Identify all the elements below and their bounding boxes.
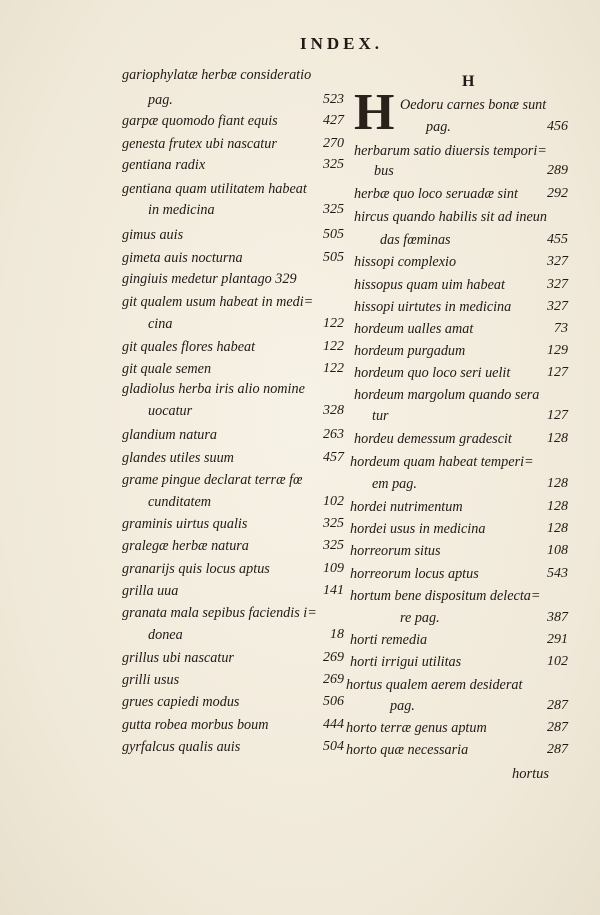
catchword: hortus (512, 766, 550, 782)
page-header: INDEX. (300, 34, 384, 53)
index-page: INDEX. H H gariophylatæ herbæ consideratio pag. 523 garpæ quomodo fiant equis 427 genesta frutex ubi nascatur 270 gentiana radix 325 gentiana quam utilitatem habeat in medicina 325 gimus auis 505 gimeta auis nocturna 505 gingiuis medetur plantago 329 git qualem usum habeat in medi= cina 122 git quales flores habeat 122 git quale semen 122 gladiolus herba iris alio nomine uocatur 328 glandium natura 263 glandes utiles suum 457 grame pingue declarat terræ fœ cunditatem 102 graminis uirtus qualis 325 gralegæ herbæ natura 325 granarijs quis locus aptus 109 grilla uua 141 granata mala sepibus faciendis i= donea 18 grillus ubi nascatur 269 grilli usus 269 grues capiedi modus 506 gutta robea morbus boum 444 gyrfalcus qualis auis 504 Oedoru carnes bonæ sunt pag. 456 herbarum satio diuersis tempori= bus 289 herbæ quo loco seruadæ sint 292 hircus quando habilis sit ad ineun das fœminas 455 hissopi complexio 327 hissopus quam uim habeat 327 hissopi uirtutes in medicina 327 hordeum ualles amat 73 hordeum purgadum 129 hordeum quo loco seri uelit 127 hordeum margolum quando sera tur 127 hordeu demessum gradescit 128 hordeum quam habeat temperi= em pag. 128 hordei nutrimentum 128 hordei usus in medicina 128 horreorum situs 108 horreorum locus aptus 543 hortum bene dispositum delecta= re pag. 387 horti remedia 291 horti irrigui utilitas 102 hortus qualem aerem desiderat pag. 287 horto terræ genus aptum 287 horto quæ necessaria 287 hortus (0, 0, 600, 915)
decorated-initial-h: H (354, 84, 395, 141)
section-letter-h: H (462, 73, 475, 90)
